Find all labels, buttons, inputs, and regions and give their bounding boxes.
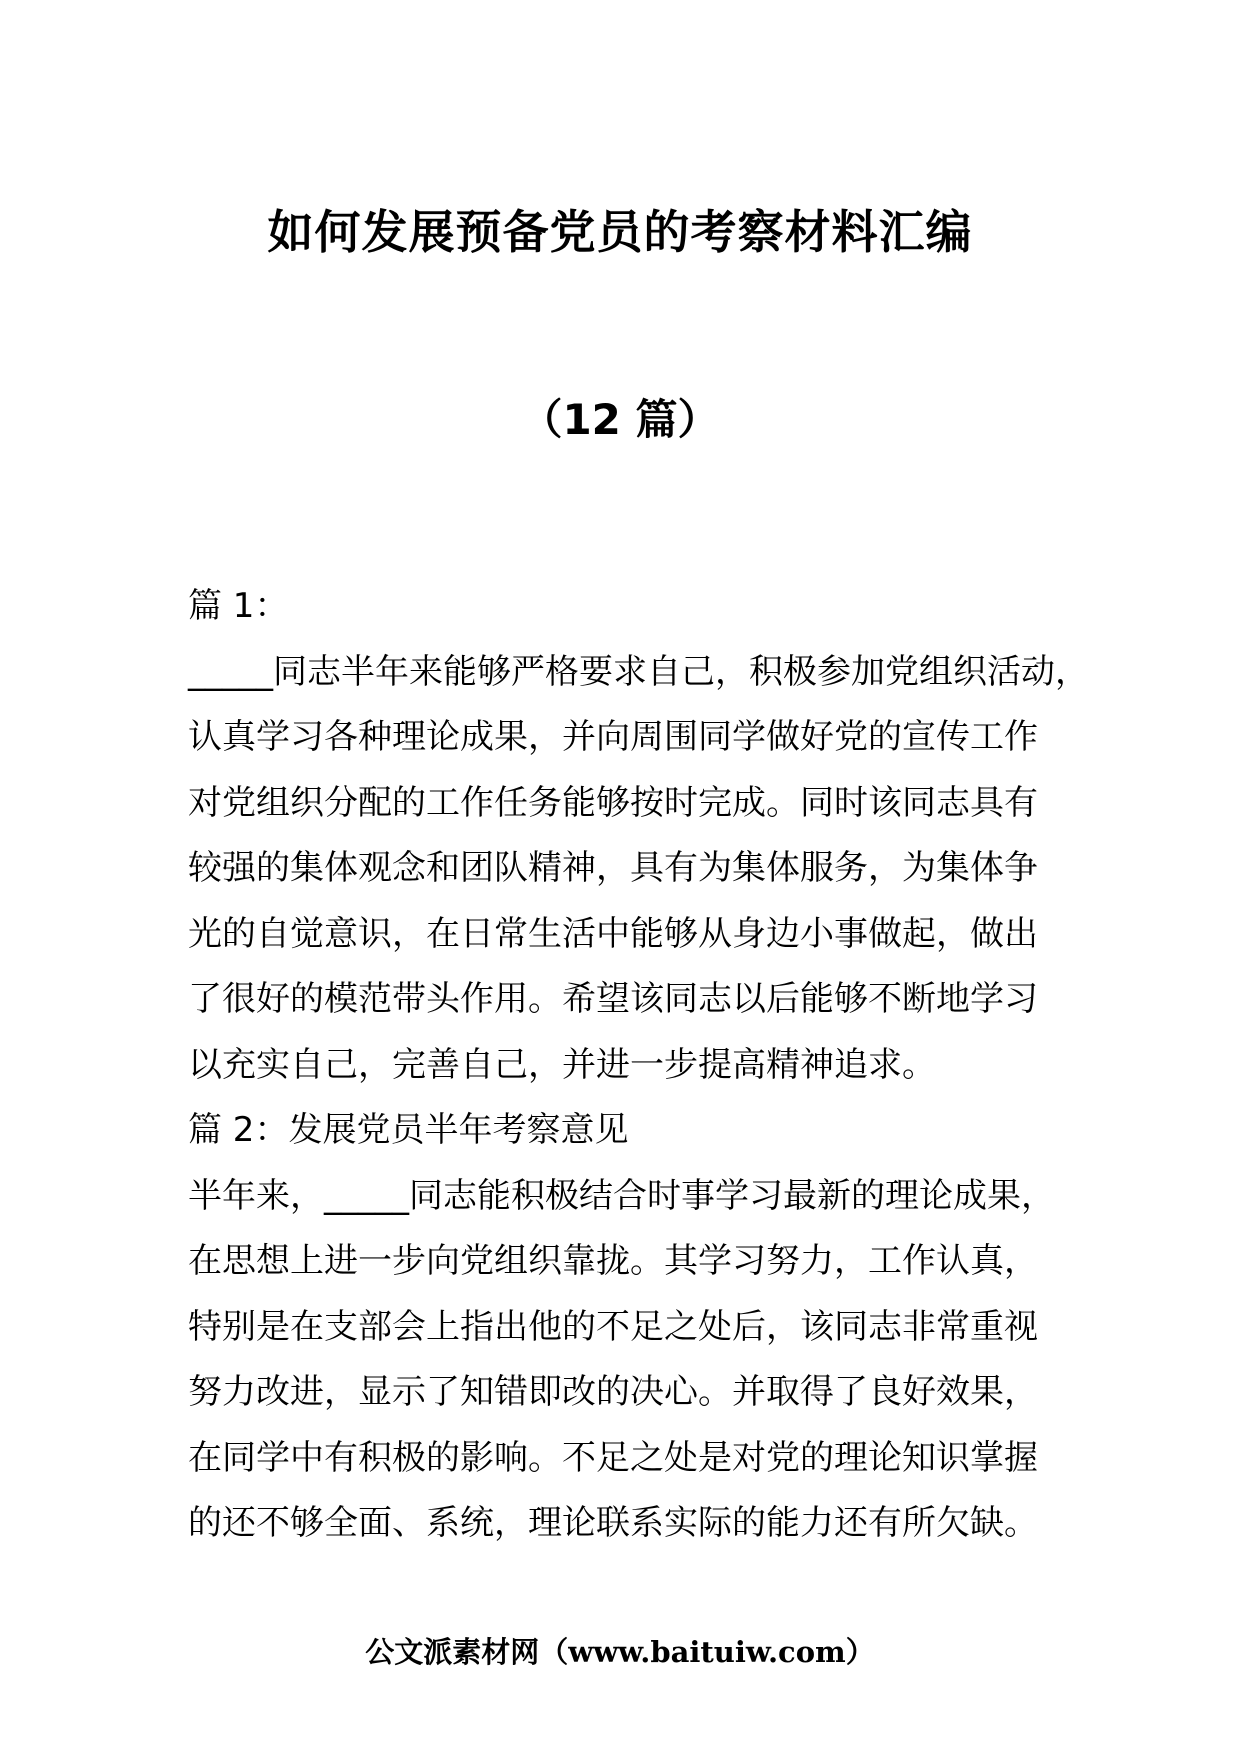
- document-subtitle: （12 篇）: [520, 395, 720, 444]
- body-line: 的还不够全面、系统，理论联系实际的能力还有所欠缺。: [188, 1503, 1038, 1543]
- body-line: 努力改进，显示了知错即改的决心。并取得了良好效果，: [188, 1372, 1038, 1412]
- body-line: _____同志半年来能够严格要求自己，积极参加党组织活动，: [188, 651, 1089, 692]
- section-1-heading: 篇 1：: [188, 586, 289, 626]
- footer-source: 公文派素材网（www.baituiw.com）: [365, 1635, 875, 1669]
- body-line: 以充实自己，完善自己，并进一步提高精神追求。: [188, 1044, 936, 1085]
- body-line: 较强的集体观念和团队精神，具有为集体服务，为集体争: [188, 848, 1038, 888]
- body-line: 了很好的模范带头作用。希望该同志以后能够不断地学习: [188, 979, 1038, 1019]
- body-line: 半年来，_____同志能积极结合时事学习最新的理论成果，: [188, 1175, 1055, 1216]
- body-line: 对党组织分配的工作任务能够按时完成。同时该同志具有: [188, 782, 1038, 823]
- body-line: 认真学习各种理论成果，并向周围同学做好党的宣传工作: [188, 717, 1038, 757]
- body-line: 在思想上进一步向党组织靠拢。其学习努力，工作认真，: [188, 1241, 1038, 1281]
- body-line: 在同学中有积极的影响。不足之处是对党的理论知识掌握: [188, 1437, 1038, 1478]
- section-2-heading: 篇 2：发展党员半年考察意见: [188, 1110, 629, 1150]
- document-body: [188, 574, 1108, 1557]
- document-title: 如何发展预备党员的考察材料汇编: [267, 205, 973, 259]
- body-line: 特别是在支部会上指出他的不足之处后，该同志非常重视: [188, 1306, 1038, 1347]
- body-line: 光的自觉意识，在日常生活中能够从身边小事做起，做出: [188, 913, 1038, 954]
